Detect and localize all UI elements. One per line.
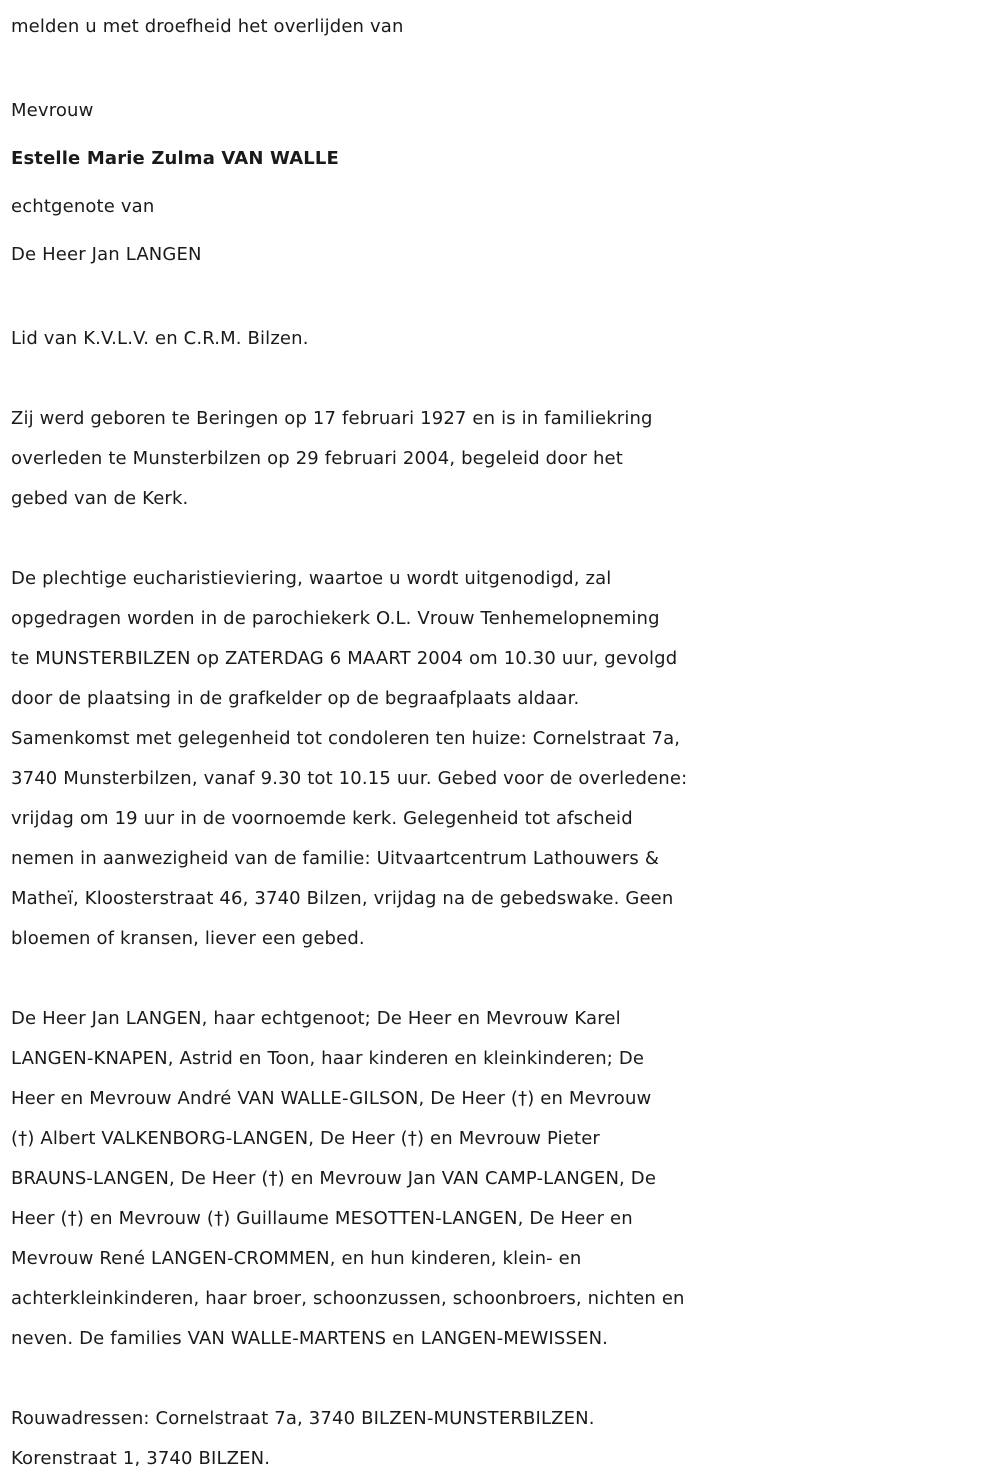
spacer [11,1359,991,1399]
paragraph-line: Zij werd geboren te Beringen op 17 februari 1927 en is in familiekring [11,408,653,429]
paragraph-line: Heer en Mevrouw André VAN WALLE-GILSON, De Heer (†) en Mevrouw [11,1088,652,1109]
paragraph-line: Mevrouw René LANGEN-CROMMEN, en hun kinderen, klein- en [11,1248,582,1269]
addresses-paragraph [11,1399,991,1479]
spouse-name: De Heer Jan LANGEN [11,244,202,265]
paragraph-line: Samenkomst met gelegenheid tot condoleren ten huize: Cornelstraat 7a, [11,728,681,749]
paragraph-line: gebed van de Kerk. [11,488,189,509]
paragraph-line: LANGEN-KNAPEN, Astrid en Toon, haar kinderen en kleinkinderen; De [11,1048,645,1069]
deceased-title: Mevrouw [11,100,94,121]
paragraph-line: neven. De families VAN WALLE-MARTENS en LANGEN-MEWISSEN. [11,1328,609,1349]
spacer [11,279,991,319]
spacer [11,359,991,399]
paragraph-line: De Heer Jan LANGEN, haar echtgenoot; De Heer en Mevrouw Karel [11,1008,621,1029]
paragraph-line: door de plaatsing in de grafkelder op de begraafplaats aldaar. [11,688,580,709]
spacer [11,959,991,999]
spacer [11,519,991,559]
paragraph-line: (†) Albert VALKENBORG-LANGEN, De Heer (†) en Mevrouw Pieter [11,1128,600,1149]
address-line: Rouwadressen: Cornelstraat 7a, 3740 BILZEN-MUNSTERBILZEN. [11,1408,595,1429]
paragraph-line: bloemen of kransen, liever een gebed. [11,928,365,949]
paragraph-line: opgedragen worden in de parochiekerk O.L. Vrouw Tenhemelopneming [11,608,660,629]
family-paragraph [11,999,991,1359]
obituary-notice [11,7,991,1479]
paragraph-line: achterkleinkinderen, haar broer, schoonzussen, schoonbroers, nichten en [11,1288,685,1309]
paragraph-line: nemen in aanwezigheid van de familie: Uitvaartcentrum Lathouwers & [11,848,660,869]
paragraph-line: Heer (†) en Mevrouw (†) Guillaume MESOTTEN-LANGEN, De Heer en [11,1208,633,1229]
address-line: Korenstraat 1, 3740 BILZEN. [11,1448,271,1469]
intro-text: melden u met droefheid het overlijden van [11,16,404,37]
paragraph-line: Matheï, Kloosterstraat 46, 3740 Bilzen, vrijdag na de gebedswake. Geen [11,888,674,909]
spacer [11,47,991,87]
membership-text: Lid van K.V.L.V. en C.R.M. Bilzen. [11,328,309,349]
paragraph-line: BRAUNS-LANGEN, De Heer (†) en Mevrouw Jan VAN CAMP-LANGEN, De [11,1168,657,1189]
paragraph-line: overleden te Munsterbilzen op 29 februari 2004, begeleid door het [11,448,623,469]
birth-death-paragraph [11,399,991,519]
paragraph-line: vrijdag om 19 uur in de voornoemde kerk. Gelegenheid tot afscheid [11,808,633,829]
relation-text: echtgenote van [11,196,155,217]
deceased-name: Estelle Marie Zulma VAN WALLE [11,148,339,169]
paragraph-line: De plechtige eucharistieviering, waartoe u wordt uitgenodigd, zal [11,568,612,589]
paragraph-line: te MUNSTERBILZEN op ZATERDAG 6 MAART 2004 om 10.30 uur, gevolgd [11,648,678,669]
ceremony-paragraph [11,559,991,959]
paragraph-line: 3740 Munsterbilzen, vanaf 9.30 tot 10.15 uur. Gebed voor de overledene: [11,768,688,789]
